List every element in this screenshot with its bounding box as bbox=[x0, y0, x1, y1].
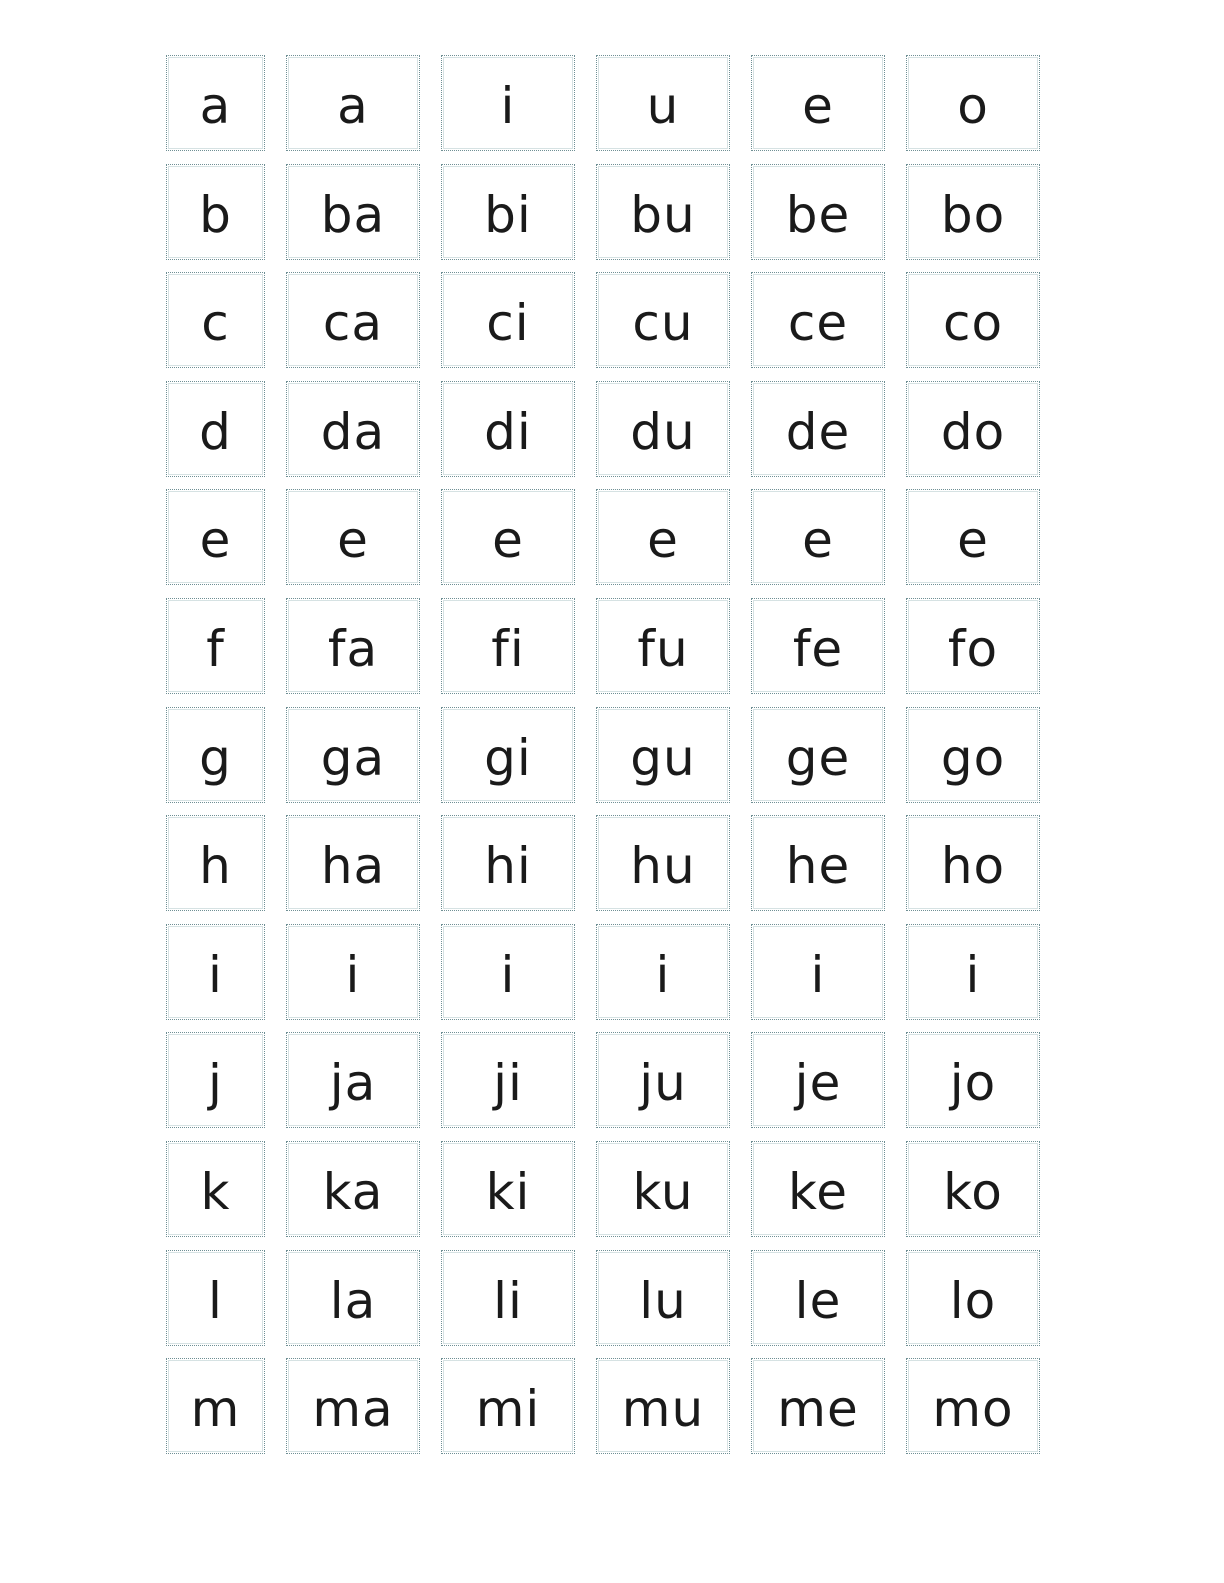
syllable-text: ku bbox=[632, 1162, 694, 1221]
syllable-text: i bbox=[810, 945, 826, 1004]
syllable-text: e bbox=[957, 511, 989, 570]
syllable-text: e bbox=[802, 511, 834, 570]
syllable-card bbox=[596, 598, 730, 694]
syllable-text: ce bbox=[787, 294, 849, 353]
letter-text: g bbox=[199, 728, 232, 787]
syllable-card bbox=[286, 1358, 420, 1454]
letter-card bbox=[166, 489, 265, 585]
syllable-card bbox=[286, 707, 420, 803]
syllable-text: gi bbox=[484, 728, 532, 787]
syllable-card bbox=[441, 1250, 575, 1346]
syllable-card bbox=[441, 489, 575, 585]
syllable-card bbox=[286, 1141, 420, 1237]
syllable-text: bi bbox=[484, 185, 532, 244]
syllable-text: ba bbox=[320, 185, 386, 244]
syllable-text: da bbox=[320, 402, 386, 461]
syllable-text: ga bbox=[320, 728, 386, 787]
syllable-text: ho bbox=[940, 837, 1006, 896]
syllable-card bbox=[906, 598, 1040, 694]
syllable-text: bu bbox=[630, 185, 696, 244]
syllable-card bbox=[286, 164, 420, 260]
syllable-card bbox=[906, 924, 1040, 1020]
syllable-card bbox=[286, 1250, 420, 1346]
syllable-text: ja bbox=[329, 1054, 377, 1113]
syllable-text: ci bbox=[486, 294, 530, 353]
syllable-text: mi bbox=[475, 1380, 541, 1439]
syllable-card bbox=[286, 1032, 420, 1128]
syllable-card bbox=[441, 381, 575, 477]
letter-text: c bbox=[201, 294, 230, 353]
syllable-card bbox=[906, 1250, 1040, 1346]
syllable-card bbox=[751, 381, 885, 477]
syllable-card bbox=[596, 1358, 730, 1454]
syllable-card bbox=[596, 1141, 730, 1237]
syllable-text: co bbox=[942, 294, 1004, 353]
syllable-text: u bbox=[646, 77, 680, 135]
syllable-text: fu bbox=[637, 619, 689, 678]
letter-text: h bbox=[199, 837, 232, 896]
syllable-card bbox=[751, 1141, 885, 1237]
syllable-text: do bbox=[940, 402, 1006, 461]
letter-text: l bbox=[208, 1271, 223, 1330]
syllable-text: i bbox=[500, 77, 516, 135]
letter-card bbox=[166, 1141, 265, 1237]
syllable-card bbox=[286, 924, 420, 1020]
letter-card bbox=[166, 1358, 265, 1454]
letter-text: f bbox=[206, 619, 225, 678]
syllable-text: ma bbox=[312, 1380, 394, 1439]
syllable-card bbox=[751, 815, 885, 911]
syllable-text: gu bbox=[630, 728, 696, 787]
syllable-card bbox=[906, 164, 1040, 260]
syllable-card bbox=[906, 55, 1040, 151]
syllable-text: o bbox=[957, 77, 989, 135]
syllable-text: e bbox=[337, 511, 369, 570]
syllable-card bbox=[441, 815, 575, 911]
letter-card bbox=[166, 1250, 265, 1346]
syllable-card bbox=[906, 1358, 1040, 1454]
syllable-card bbox=[441, 55, 575, 151]
syllable-text: he bbox=[785, 837, 851, 896]
syllable-card bbox=[596, 164, 730, 260]
syllable-text: i bbox=[655, 945, 671, 1004]
syllable-text: jo bbox=[949, 1054, 997, 1113]
syllable-card bbox=[751, 164, 885, 260]
syllable-text: lu bbox=[639, 1271, 687, 1330]
syllable-card bbox=[906, 815, 1040, 911]
syllable-card bbox=[751, 272, 885, 368]
syllable-card bbox=[286, 815, 420, 911]
syllable-card bbox=[441, 1358, 575, 1454]
syllable-text: fo bbox=[947, 619, 999, 678]
syllable-card bbox=[596, 272, 730, 368]
letter-card bbox=[166, 598, 265, 694]
syllable-card bbox=[596, 381, 730, 477]
syllable-card-grid bbox=[166, 55, 1040, 1454]
letter-card bbox=[166, 815, 265, 911]
syllable-card bbox=[441, 598, 575, 694]
syllable-text: fe bbox=[792, 619, 844, 678]
syllable-card bbox=[751, 598, 885, 694]
syllable-card bbox=[906, 707, 1040, 803]
syllable-card bbox=[441, 1141, 575, 1237]
syllable-card bbox=[751, 1032, 885, 1128]
syllable-card bbox=[596, 707, 730, 803]
syllable-card bbox=[441, 707, 575, 803]
syllable-card bbox=[906, 1141, 1040, 1237]
syllable-text: i bbox=[965, 945, 981, 1004]
syllable-card bbox=[441, 272, 575, 368]
syllable-card bbox=[596, 924, 730, 1020]
syllable-text: e bbox=[802, 77, 834, 135]
syllable-text: ko bbox=[943, 1162, 1003, 1221]
syllable-text: i bbox=[345, 945, 361, 1004]
letter-text: e bbox=[199, 511, 232, 570]
syllable-card bbox=[286, 272, 420, 368]
syllable-text: fa bbox=[327, 619, 379, 678]
syllable-card bbox=[906, 272, 1040, 368]
syllable-text: e bbox=[647, 511, 679, 570]
syllable-text: a bbox=[337, 77, 369, 135]
letter-card bbox=[166, 1032, 265, 1128]
syllable-card bbox=[751, 1250, 885, 1346]
letter-card bbox=[166, 707, 265, 803]
syllable-text: li bbox=[493, 1271, 523, 1330]
letter-text: m bbox=[190, 1380, 241, 1439]
letter-card bbox=[166, 164, 265, 260]
syllable-text: di bbox=[484, 402, 532, 461]
syllable-card bbox=[286, 381, 420, 477]
syllable-card bbox=[751, 489, 885, 585]
syllable-card bbox=[906, 381, 1040, 477]
syllable-text: fi bbox=[491, 619, 525, 678]
letter-card bbox=[166, 924, 265, 1020]
syllable-card bbox=[751, 1358, 885, 1454]
letter-card bbox=[166, 272, 265, 368]
syllable-card bbox=[286, 598, 420, 694]
syllable-text: me bbox=[777, 1380, 859, 1439]
letter-text: j bbox=[208, 1054, 223, 1113]
syllable-text: mu bbox=[621, 1380, 705, 1439]
syllable-text: de bbox=[785, 402, 851, 461]
syllable-card bbox=[596, 489, 730, 585]
syllable-text: je bbox=[794, 1054, 842, 1113]
syllable-card bbox=[596, 55, 730, 151]
syllable-text: ki bbox=[485, 1162, 531, 1221]
syllable-text: be bbox=[785, 185, 851, 244]
syllable-card bbox=[596, 815, 730, 911]
syllable-card bbox=[906, 1032, 1040, 1128]
syllable-text: ka bbox=[322, 1162, 384, 1221]
syllable-text: cu bbox=[632, 294, 694, 353]
syllable-text: ge bbox=[785, 728, 851, 787]
syllable-card bbox=[441, 164, 575, 260]
syllable-card bbox=[906, 489, 1040, 585]
letter-card bbox=[166, 381, 265, 477]
letter-text: i bbox=[208, 945, 223, 1004]
syllable-card bbox=[441, 924, 575, 1020]
syllable-text: go bbox=[940, 728, 1006, 787]
syllable-card bbox=[751, 707, 885, 803]
syllable-text: i bbox=[500, 945, 516, 1004]
syllable-text: ji bbox=[493, 1054, 523, 1113]
syllable-text: lo bbox=[949, 1271, 997, 1330]
syllable-text: la bbox=[329, 1271, 377, 1330]
letter-card bbox=[166, 55, 265, 151]
syllable-text: le bbox=[794, 1271, 842, 1330]
syllable-text: hu bbox=[630, 837, 696, 896]
syllable-card bbox=[596, 1250, 730, 1346]
syllable-card bbox=[286, 489, 420, 585]
syllable-text: ca bbox=[322, 294, 384, 353]
syllable-text: hi bbox=[484, 837, 532, 896]
syllable-card bbox=[441, 1032, 575, 1128]
syllable-card bbox=[596, 1032, 730, 1128]
syllable-card bbox=[751, 55, 885, 151]
syllable-text: du bbox=[630, 402, 696, 461]
syllable-text: mo bbox=[932, 1380, 1014, 1439]
letter-text: d bbox=[199, 402, 232, 461]
letter-text: k bbox=[200, 1162, 231, 1221]
syllable-text: e bbox=[492, 511, 524, 570]
syllable-text: ju bbox=[639, 1054, 687, 1113]
syllable-card bbox=[286, 55, 420, 151]
syllable-text: ke bbox=[788, 1162, 848, 1221]
syllable-card bbox=[751, 924, 885, 1020]
syllable-text: bo bbox=[940, 185, 1006, 244]
letter-text: a bbox=[199, 77, 232, 135]
syllable-text: ha bbox=[320, 837, 386, 896]
letter-text: b bbox=[199, 185, 232, 244]
